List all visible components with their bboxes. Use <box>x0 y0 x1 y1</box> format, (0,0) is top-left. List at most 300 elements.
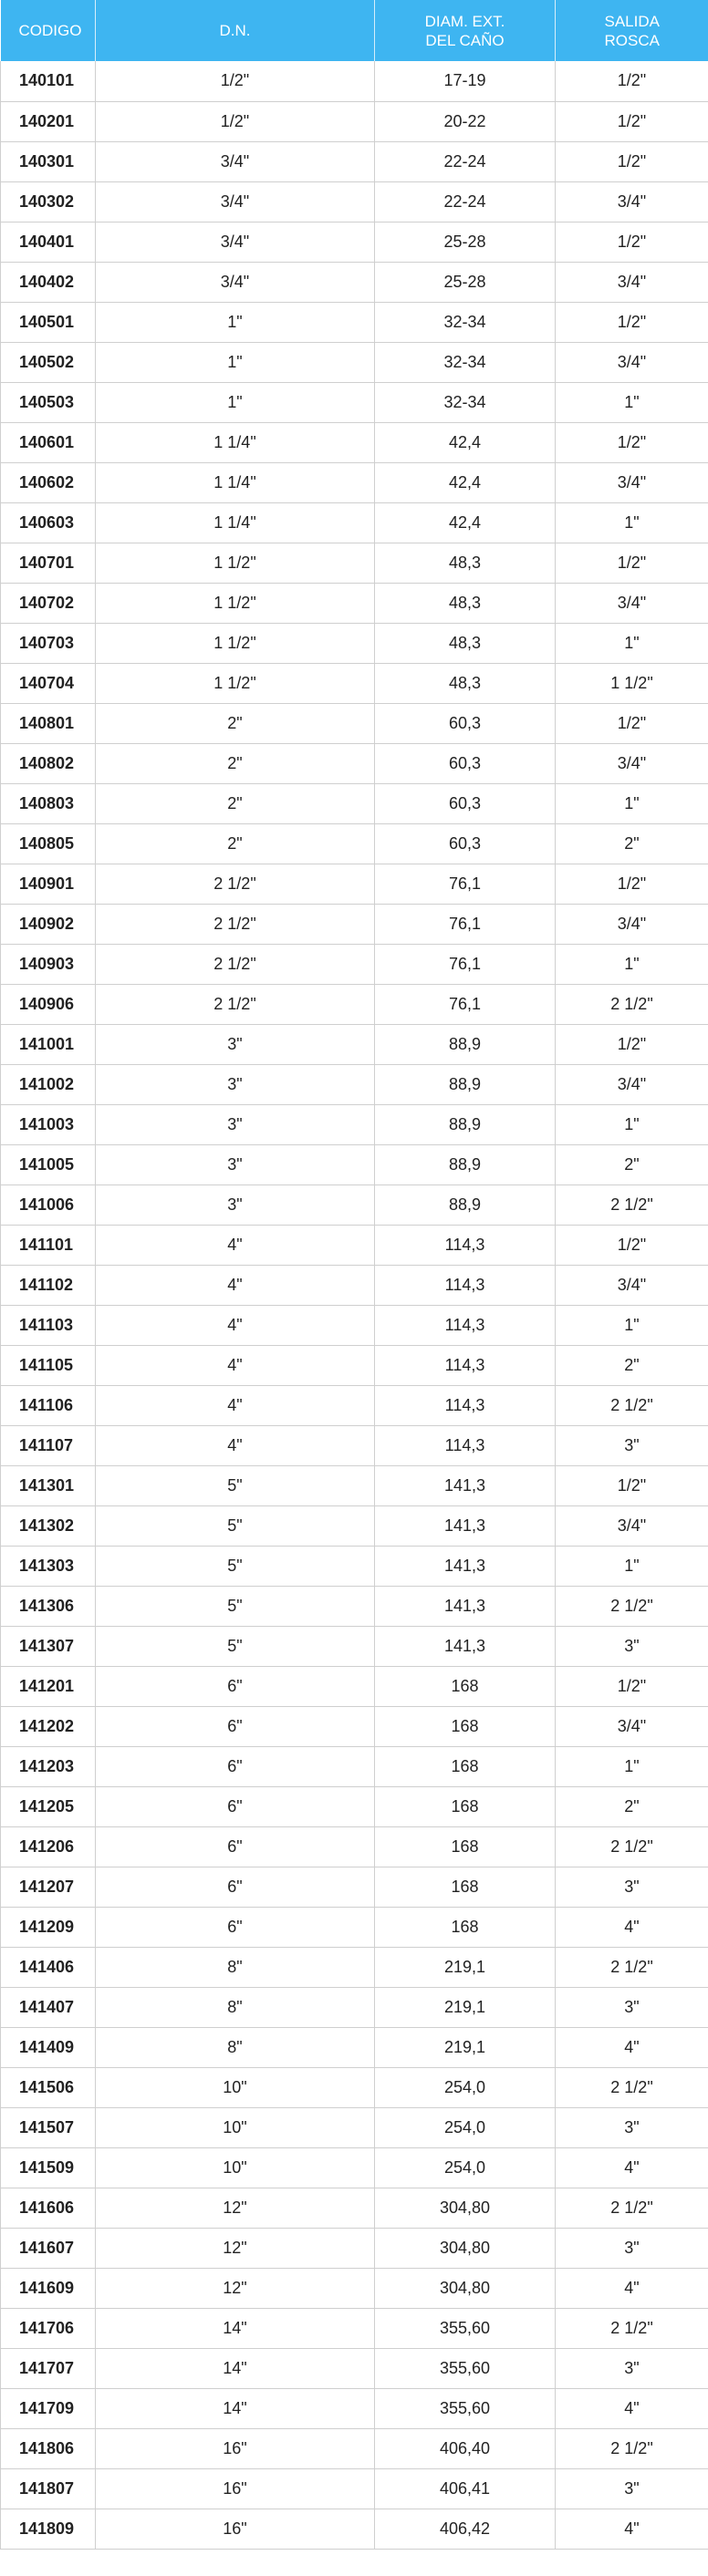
cell-codigo: 141205 <box>1 1786 96 1826</box>
table-row <box>1 141 708 181</box>
cell-codigo: 141201 <box>1 1666 96 1706</box>
cell-dn: 8" <box>96 2027 375 2067</box>
cell-dn: 6" <box>96 1666 375 1706</box>
cell-salida-rosca: 1/2" <box>556 141 708 181</box>
cell-dn: 1" <box>96 302 375 342</box>
cell-diam-ext: 32-34 <box>375 302 556 342</box>
cell-salida-rosca: 3" <box>556 1987 708 2027</box>
cell-codigo: 141203 <box>1 1746 96 1786</box>
cell-dn: 16" <box>96 2428 375 2468</box>
cell-codigo: 141807 <box>1 2468 96 2509</box>
cell-dn: 5" <box>96 1626 375 1666</box>
cell-dn: 3" <box>96 1104 375 1144</box>
cell-codigo: 140501 <box>1 302 96 342</box>
cell-codigo: 140101 <box>1 61 96 101</box>
cell-codigo: 140602 <box>1 462 96 502</box>
cell-diam-ext: 168 <box>375 1786 556 1826</box>
cell-codigo: 140402 <box>1 262 96 302</box>
cell-codigo: 141101 <box>1 1225 96 1265</box>
cell-codigo: 141303 <box>1 1546 96 1586</box>
cell-diam-ext: 168 <box>375 1666 556 1706</box>
cell-dn: 12" <box>96 2268 375 2308</box>
table-header <box>1 0 708 61</box>
table-row <box>1 1265 708 1305</box>
cell-salida-rosca: 1" <box>556 1746 708 1786</box>
cell-diam-ext: 60,3 <box>375 703 556 743</box>
cell-codigo: 140903 <box>1 944 96 984</box>
table-row <box>1 1305 708 1345</box>
cell-diam-ext: 48,3 <box>375 583 556 623</box>
cell-codigo: 141102 <box>1 1265 96 1305</box>
cell-diam-ext: 254,0 <box>375 2107 556 2147</box>
cell-diam-ext: 88,9 <box>375 1185 556 1225</box>
cell-dn: 3/4" <box>96 262 375 302</box>
cell-salida-rosca: 1" <box>556 623 708 663</box>
table-row <box>1 1746 708 1786</box>
table-row <box>1 663 708 703</box>
cell-diam-ext: 406,41 <box>375 2468 556 2509</box>
table-row <box>1 2107 708 2147</box>
cell-diam-ext: 42,4 <box>375 422 556 462</box>
cell-diam-ext: 114,3 <box>375 1305 556 1345</box>
cell-codigo: 140902 <box>1 904 96 944</box>
cell-dn: 5" <box>96 1546 375 1586</box>
table-row <box>1 1987 708 2027</box>
cell-salida-rosca: 2 1/2" <box>556 1826 708 1867</box>
cell-codigo: 141606 <box>1 2188 96 2228</box>
header-salida-rosca <box>556 0 708 61</box>
cell-salida-rosca: 2 1/2" <box>556 2428 708 2468</box>
cell-salida-rosca: 3/4" <box>556 262 708 302</box>
cell-salida-rosca: 1" <box>556 783 708 823</box>
cell-salida-rosca: 2 1/2" <box>556 1586 708 1626</box>
cell-diam-ext: 76,1 <box>375 904 556 944</box>
cell-dn: 1 1/2" <box>96 663 375 703</box>
header-salida-line2: ROSCA <box>604 31 660 49</box>
cell-salida-rosca: 1" <box>556 1546 708 1586</box>
cell-salida-rosca: 3" <box>556 2107 708 2147</box>
cell-salida-rosca: 3" <box>556 1626 708 1666</box>
header-row <box>1 0 708 61</box>
cell-dn: 12" <box>96 2228 375 2268</box>
table-row <box>1 181 708 222</box>
table-row <box>1 904 708 944</box>
cell-codigo: 141406 <box>1 1947 96 1987</box>
cell-dn: 1" <box>96 342 375 382</box>
cell-codigo: 140601 <box>1 422 96 462</box>
cell-diam-ext: 25-28 <box>375 222 556 262</box>
cell-codigo: 141001 <box>1 1024 96 1064</box>
cell-dn: 6" <box>96 1786 375 1826</box>
table-row <box>1 101 708 141</box>
cell-salida-rosca: 1/2" <box>556 1666 708 1706</box>
cell-diam-ext: 406,42 <box>375 2509 556 2549</box>
table-row <box>1 823 708 864</box>
cell-codigo: 141509 <box>1 2147 96 2188</box>
cell-dn: 6" <box>96 1867 375 1907</box>
cell-diam-ext: 168 <box>375 1867 556 1907</box>
cell-dn: 8" <box>96 1987 375 2027</box>
cell-diam-ext: 114,3 <box>375 1385 556 1425</box>
cell-diam-ext: 48,3 <box>375 623 556 663</box>
cell-codigo: 140502 <box>1 342 96 382</box>
table-row <box>1 2268 708 2308</box>
cell-diam-ext: 254,0 <box>375 2147 556 2188</box>
cell-codigo: 141307 <box>1 1626 96 1666</box>
cell-codigo: 140401 <box>1 222 96 262</box>
cell-salida-rosca: 4" <box>556 2027 708 2067</box>
cell-codigo: 141506 <box>1 2067 96 2107</box>
cell-codigo: 141302 <box>1 1505 96 1546</box>
cell-salida-rosca: 2" <box>556 1345 708 1385</box>
cell-codigo: 141806 <box>1 2428 96 2468</box>
table-row <box>1 1666 708 1706</box>
cell-diam-ext: 88,9 <box>375 1064 556 1104</box>
cell-salida-rosca: 1/2" <box>556 1024 708 1064</box>
cell-salida-rosca: 3" <box>556 2348 708 2388</box>
cell-diam-ext: 355,60 <box>375 2348 556 2388</box>
cell-salida-rosca: 1" <box>556 944 708 984</box>
cell-dn: 4" <box>96 1385 375 1425</box>
table-row <box>1 1546 708 1586</box>
cell-diam-ext: 219,1 <box>375 1987 556 2027</box>
cell-codigo: 140503 <box>1 382 96 422</box>
cell-salida-rosca: 3/4" <box>556 904 708 944</box>
cell-dn: 2 1/2" <box>96 984 375 1024</box>
cell-diam-ext: 76,1 <box>375 864 556 904</box>
cell-diam-ext: 304,80 <box>375 2228 556 2268</box>
cell-dn: 2" <box>96 783 375 823</box>
cell-diam-ext: 32-34 <box>375 342 556 382</box>
table-row <box>1 1385 708 1425</box>
cell-diam-ext: 32-34 <box>375 382 556 422</box>
cell-diam-ext: 88,9 <box>375 1104 556 1144</box>
cell-diam-ext: 219,1 <box>375 1947 556 1987</box>
cell-diam-ext: 141,3 <box>375 1586 556 1626</box>
cell-diam-ext: 114,3 <box>375 1225 556 1265</box>
cell-diam-ext: 304,80 <box>375 2268 556 2308</box>
cell-salida-rosca: 2" <box>556 1786 708 1826</box>
table-row <box>1 1947 708 1987</box>
cell-diam-ext: 114,3 <box>375 1345 556 1385</box>
cell-diam-ext: 60,3 <box>375 743 556 783</box>
cell-salida-rosca: 1/2" <box>556 302 708 342</box>
cell-codigo: 141407 <box>1 1987 96 2027</box>
cell-dn: 3" <box>96 1064 375 1104</box>
cell-salida-rosca: 3/4" <box>556 583 708 623</box>
cell-codigo: 140702 <box>1 583 96 623</box>
cell-salida-rosca: 3/4" <box>556 1064 708 1104</box>
cell-diam-ext: 48,3 <box>375 543 556 583</box>
header-diam-line2: DEL CAÑO <box>425 31 505 49</box>
cell-salida-rosca: 3/4" <box>556 1265 708 1305</box>
cell-dn: 3/4" <box>96 141 375 181</box>
cell-diam-ext: 168 <box>375 1907 556 1947</box>
table-row <box>1 2228 708 2268</box>
cell-codigo: 141209 <box>1 1907 96 1947</box>
cell-salida-rosca: 3" <box>556 1867 708 1907</box>
table-row <box>1 502 708 543</box>
cell-dn: 2" <box>96 823 375 864</box>
cell-dn: 4" <box>96 1305 375 1345</box>
cell-codigo: 140802 <box>1 743 96 783</box>
table-row <box>1 382 708 422</box>
cell-diam-ext: 168 <box>375 1746 556 1786</box>
cell-salida-rosca: 1 1/2" <box>556 663 708 703</box>
cell-diam-ext: 114,3 <box>375 1425 556 1465</box>
cell-dn: 14" <box>96 2308 375 2348</box>
table-row <box>1 1104 708 1144</box>
cell-salida-rosca: 2 1/2" <box>556 984 708 1024</box>
cell-codigo: 141207 <box>1 1867 96 1907</box>
cell-diam-ext: 219,1 <box>375 2027 556 2067</box>
cell-codigo: 141107 <box>1 1425 96 1465</box>
cell-dn: 5" <box>96 1505 375 1546</box>
cell-salida-rosca: 3" <box>556 1425 708 1465</box>
table-row <box>1 262 708 302</box>
cell-dn: 2" <box>96 703 375 743</box>
cell-diam-ext: 22-24 <box>375 141 556 181</box>
cell-codigo: 141507 <box>1 2107 96 2147</box>
cell-salida-rosca: 1" <box>556 1104 708 1144</box>
cell-dn: 2 1/2" <box>96 904 375 944</box>
cell-salida-rosca: 3/4" <box>556 342 708 382</box>
cell-dn: 5" <box>96 1465 375 1505</box>
table-row <box>1 1064 708 1104</box>
cell-diam-ext: 141,3 <box>375 1626 556 1666</box>
cell-dn: 8" <box>96 1947 375 1987</box>
table-row <box>1 2027 708 2067</box>
cell-codigo: 141707 <box>1 2348 96 2388</box>
table-row <box>1 2468 708 2509</box>
cell-salida-rosca: 1/2" <box>556 222 708 262</box>
cell-dn: 1 1/4" <box>96 502 375 543</box>
table-row <box>1 2188 708 2228</box>
cell-salida-rosca: 2 1/2" <box>556 1385 708 1425</box>
cell-dn: 14" <box>96 2388 375 2428</box>
cell-salida-rosca: 1/2" <box>556 1225 708 1265</box>
table-row <box>1 2388 708 2428</box>
cell-salida-rosca: 3/4" <box>556 1505 708 1546</box>
cell-codigo: 141709 <box>1 2388 96 2428</box>
table-row <box>1 623 708 663</box>
cell-dn: 16" <box>96 2509 375 2549</box>
cell-codigo: 140201 <box>1 101 96 141</box>
table-row <box>1 61 708 101</box>
cell-diam-ext: 76,1 <box>375 944 556 984</box>
cell-salida-rosca: 2 1/2" <box>556 2188 708 2228</box>
header-diam-ext <box>375 0 556 61</box>
table-row <box>1 462 708 502</box>
cell-codigo: 141706 <box>1 2308 96 2348</box>
table-row <box>1 1225 708 1265</box>
table-row <box>1 1867 708 1907</box>
table-row <box>1 2067 708 2107</box>
cell-dn: 4" <box>96 1225 375 1265</box>
cell-diam-ext: 114,3 <box>375 1265 556 1305</box>
header-salida-line1: SALIDA <box>604 12 660 30</box>
cell-salida-rosca: 1/2" <box>556 543 708 583</box>
cell-codigo: 140906 <box>1 984 96 1024</box>
cell-salida-rosca: 1/2" <box>556 422 708 462</box>
cell-salida-rosca: 1" <box>556 382 708 422</box>
cell-dn: 4" <box>96 1265 375 1305</box>
cell-salida-rosca: 1/2" <box>556 101 708 141</box>
cell-salida-rosca: 4" <box>556 2147 708 2188</box>
cell-dn: 3" <box>96 1024 375 1064</box>
cell-dn: 4" <box>96 1425 375 1465</box>
cell-codigo: 140801 <box>1 703 96 743</box>
table-row <box>1 1505 708 1546</box>
cell-diam-ext: 25-28 <box>375 262 556 302</box>
cell-dn: 6" <box>96 1826 375 1867</box>
cell-dn: 2" <box>96 743 375 783</box>
cell-codigo: 140703 <box>1 623 96 663</box>
cell-dn: 1 1/2" <box>96 623 375 663</box>
cell-codigo: 140302 <box>1 181 96 222</box>
cell-diam-ext: 304,80 <box>375 2188 556 2228</box>
cell-codigo: 141202 <box>1 1706 96 1746</box>
cell-diam-ext: 22-24 <box>375 181 556 222</box>
cell-dn: 3/4" <box>96 181 375 222</box>
table-row <box>1 1826 708 1867</box>
table-row <box>1 1024 708 1064</box>
cell-salida-rosca: 4" <box>556 2268 708 2308</box>
cell-diam-ext: 254,0 <box>375 2067 556 2107</box>
cell-dn: 1 1/2" <box>96 583 375 623</box>
cell-codigo: 140803 <box>1 783 96 823</box>
cell-codigo: 141809 <box>1 2509 96 2549</box>
cell-salida-rosca: 1" <box>556 502 708 543</box>
table-row <box>1 1144 708 1185</box>
table-row <box>1 984 708 1024</box>
cell-codigo: 140901 <box>1 864 96 904</box>
table-row <box>1 2348 708 2388</box>
cell-dn: 10" <box>96 2067 375 2107</box>
cell-salida-rosca: 3/4" <box>556 1706 708 1746</box>
cell-diam-ext: 355,60 <box>375 2308 556 2348</box>
cell-salida-rosca: 1/2" <box>556 703 708 743</box>
table-row <box>1 543 708 583</box>
header-codigo: CODIGO <box>1 0 96 61</box>
cell-salida-rosca: 1/2" <box>556 61 708 101</box>
cell-salida-rosca: 1/2" <box>556 864 708 904</box>
cell-diam-ext: 168 <box>375 1706 556 1746</box>
cell-codigo: 140701 <box>1 543 96 583</box>
cell-dn: 14" <box>96 2348 375 2388</box>
table-row <box>1 783 708 823</box>
table-row <box>1 703 708 743</box>
cell-dn: 3/4" <box>96 222 375 262</box>
cell-salida-rosca: 1" <box>556 1305 708 1345</box>
table-row <box>1 1425 708 1465</box>
cell-codigo: 141105 <box>1 1345 96 1385</box>
cell-diam-ext: 141,3 <box>375 1465 556 1505</box>
cell-diam-ext: 406,40 <box>375 2428 556 2468</box>
cell-dn: 2 1/2" <box>96 944 375 984</box>
cell-codigo: 141609 <box>1 2268 96 2308</box>
cell-diam-ext: 88,9 <box>375 1024 556 1064</box>
table-row <box>1 2509 708 2549</box>
table-row <box>1 342 708 382</box>
cell-dn: 1" <box>96 382 375 422</box>
cell-codigo: 141206 <box>1 1826 96 1867</box>
table-row <box>1 1786 708 1826</box>
cell-codigo: 141306 <box>1 1586 96 1626</box>
cell-codigo: 141106 <box>1 1385 96 1425</box>
cell-diam-ext: 88,9 <box>375 1144 556 1185</box>
cell-diam-ext: 168 <box>375 1826 556 1867</box>
cell-dn: 3" <box>96 1144 375 1185</box>
cell-diam-ext: 42,4 <box>375 502 556 543</box>
cell-diam-ext: 60,3 <box>375 783 556 823</box>
cell-salida-rosca: 4" <box>556 2388 708 2428</box>
table-row <box>1 944 708 984</box>
cell-salida-rosca: 2 1/2" <box>556 1947 708 1987</box>
cell-diam-ext: 141,3 <box>375 1546 556 1586</box>
cell-salida-rosca: 3/4" <box>556 743 708 783</box>
cell-dn: 2 1/2" <box>96 864 375 904</box>
table-row <box>1 1586 708 1626</box>
table-row <box>1 1907 708 1947</box>
cell-dn: 1/2" <box>96 61 375 101</box>
cell-dn: 6" <box>96 1907 375 1947</box>
cell-salida-rosca: 3" <box>556 2228 708 2268</box>
cell-salida-rosca: 2 1/2" <box>556 2308 708 2348</box>
cell-salida-rosca: 2 1/2" <box>556 2067 708 2107</box>
cell-salida-rosca: 1/2" <box>556 1465 708 1505</box>
cell-diam-ext: 17-19 <box>375 61 556 101</box>
cell-dn: 5" <box>96 1586 375 1626</box>
cell-diam-ext: 60,3 <box>375 823 556 864</box>
cell-diam-ext: 76,1 <box>375 984 556 1024</box>
cell-codigo: 141607 <box>1 2228 96 2268</box>
table-row <box>1 1185 708 1225</box>
cell-codigo: 141409 <box>1 2027 96 2067</box>
cell-codigo: 141301 <box>1 1465 96 1505</box>
cell-dn: 1 1/4" <box>96 462 375 502</box>
table-row <box>1 2147 708 2188</box>
cell-diam-ext: 42,4 <box>375 462 556 502</box>
cell-dn: 10" <box>96 2147 375 2188</box>
cell-dn: 1 1/2" <box>96 543 375 583</box>
table-row <box>1 222 708 262</box>
table-row <box>1 302 708 342</box>
header-dn: D.N. <box>96 0 375 61</box>
table-row <box>1 1706 708 1746</box>
cell-codigo: 140704 <box>1 663 96 703</box>
table-row <box>1 1626 708 1666</box>
cell-codigo: 141005 <box>1 1144 96 1185</box>
cell-salida-rosca: 4" <box>556 2509 708 2549</box>
cell-dn: 1 1/4" <box>96 422 375 462</box>
cell-codigo: 140301 <box>1 141 96 181</box>
cell-diam-ext: 141,3 <box>375 1505 556 1546</box>
cell-salida-rosca: 3/4" <box>556 181 708 222</box>
cell-salida-rosca: 4" <box>556 1907 708 1947</box>
table-row <box>1 422 708 462</box>
table-body <box>1 61 708 2549</box>
cell-codigo: 141003 <box>1 1104 96 1144</box>
cell-dn: 16" <box>96 2468 375 2509</box>
table-row <box>1 864 708 904</box>
cell-dn: 1/2" <box>96 101 375 141</box>
cell-salida-rosca: 2" <box>556 1144 708 1185</box>
cell-diam-ext: 20-22 <box>375 101 556 141</box>
cell-dn: 3" <box>96 1185 375 1225</box>
cell-codigo: 140603 <box>1 502 96 543</box>
table-row <box>1 743 708 783</box>
